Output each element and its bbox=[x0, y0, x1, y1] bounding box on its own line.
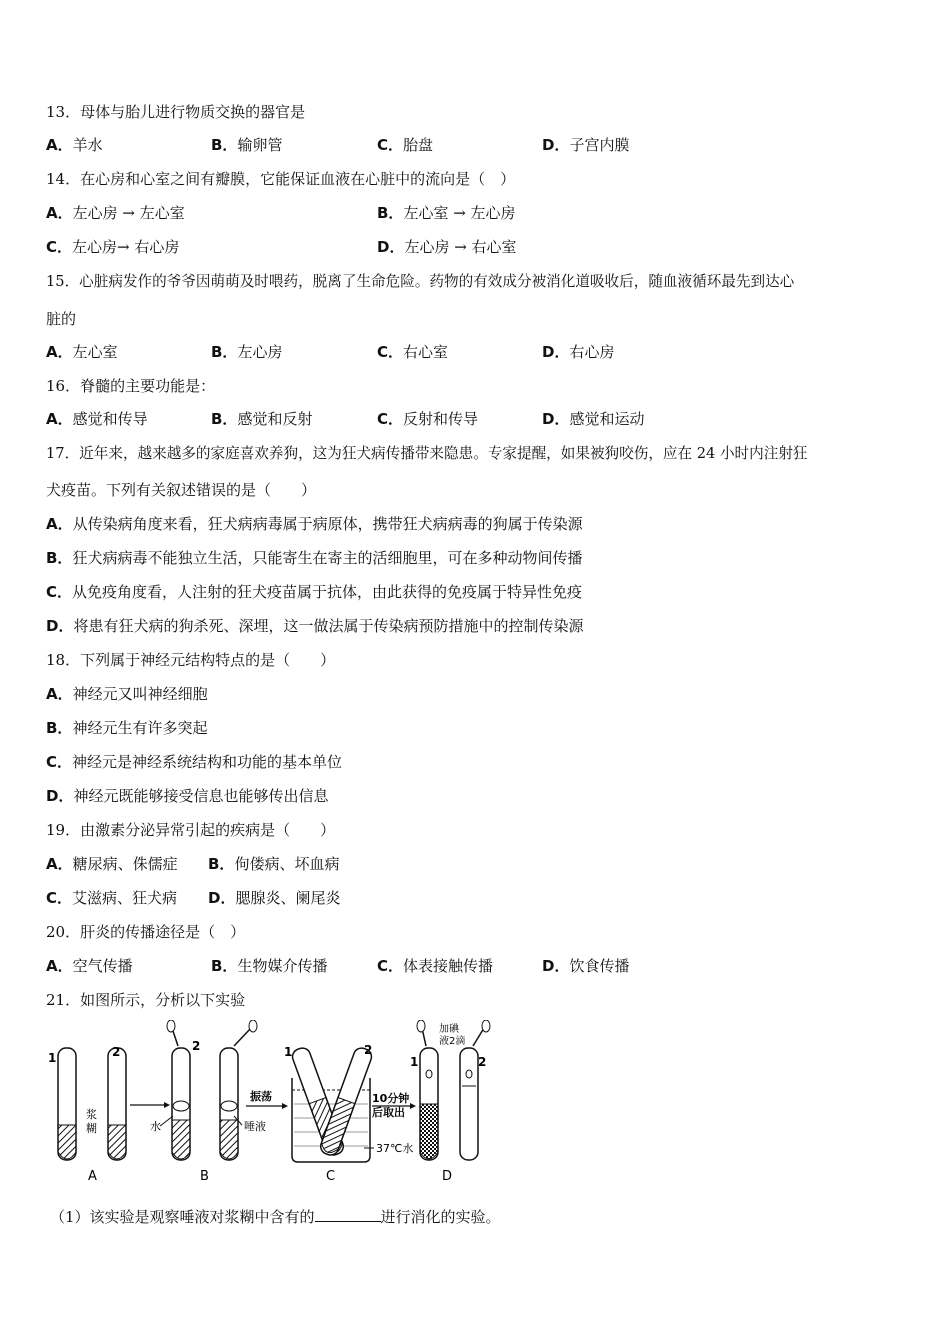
q20-option-d[interactable]: D．饮食传播 bbox=[542, 957, 630, 975]
time-label-2: 后取出 bbox=[372, 1106, 405, 1119]
q15-option-b[interactable]: B．左心房 bbox=[211, 343, 283, 361]
q15-stem-cont: 脏的 bbox=[46, 310, 77, 328]
q17-stem-cont: 犬疫苗。下列有关叙述错误的是（ ） bbox=[46, 481, 317, 499]
step-d-tubes bbox=[410, 1020, 490, 1184]
q15-option-c[interactable]: C．右心室 bbox=[377, 343, 449, 361]
step-b-tubes bbox=[150, 1020, 266, 1184]
q19-option-c[interactable]: C．艾滋病、狂犬病 bbox=[46, 889, 178, 907]
shake-label: 振荡 bbox=[250, 1090, 272, 1103]
subquestion-1: （1）该实验是观察唾液对浆糊中含有的 进行消化的实验。 bbox=[50, 1208, 501, 1226]
tube-1-label: 1 bbox=[48, 1051, 57, 1065]
time-label: 10分钟 bbox=[372, 1092, 410, 1105]
arrow-a-b-head bbox=[164, 1102, 170, 1108]
q14-option-b[interactable]: B．左心室 → 左心房 bbox=[377, 204, 516, 222]
q20-stem: 20．肝炎的传播途径是（ ） bbox=[46, 923, 246, 941]
q13-option-a[interactable]: A．羊水 bbox=[46, 136, 103, 154]
step-d-label: D bbox=[442, 1169, 453, 1184]
temp-label: 37℃水 bbox=[376, 1142, 414, 1155]
q14-option-c[interactable]: C．左心房→ 右心房 bbox=[46, 238, 180, 256]
q14-option-a[interactable]: A．左心房 → 左心室 bbox=[46, 204, 185, 222]
water-label: 水 bbox=[150, 1120, 161, 1133]
arrow-c-d-head bbox=[410, 1103, 416, 1109]
tube-2-label: 2 bbox=[112, 1045, 121, 1059]
q20-option-b[interactable]: B．生物媒介传播 bbox=[211, 957, 328, 975]
iodine-label-2: 液2滴 bbox=[439, 1036, 466, 1047]
q15-stem: 15．心脏病发作的爷爷因萌萌及时喂药，脱离了生命危险。药物的有效成分被消化道吸收后，随血液循环最先到达心 bbox=[46, 273, 795, 290]
experiment-figure bbox=[46, 1020, 506, 1185]
tube-2-label-d: 2 bbox=[478, 1055, 487, 1069]
answer-blank[interactable] bbox=[315, 1207, 381, 1222]
q16-option-d[interactable]: D．感觉和运动 bbox=[542, 410, 645, 428]
q18-option-b[interactable]: B．神经元生有许多突起 bbox=[46, 719, 208, 737]
tube-2-label-c: 2 bbox=[364, 1043, 373, 1057]
q19-stem: 19．由激素分泌异常引起的疾病是（ ） bbox=[46, 821, 336, 839]
q16-option-a[interactable]: A．感觉和传导 bbox=[46, 410, 148, 428]
q20-option-a[interactable]: A．空气传播 bbox=[46, 957, 133, 975]
step-c-label: C bbox=[326, 1169, 336, 1184]
q18-option-d[interactable]: D．神经元既能够接受信息也能够传出信息 bbox=[46, 787, 329, 805]
q13-stem: 13．母体与胎儿进行物质交换的器官是 bbox=[46, 103, 306, 121]
q13-option-c[interactable]: C．胎盘 bbox=[377, 136, 434, 154]
tube-1-label-c: 1 bbox=[284, 1045, 293, 1059]
arrow-b-c-head bbox=[282, 1103, 288, 1109]
q19-option-a[interactable]: A．糖尿病、侏儒症 bbox=[46, 855, 178, 873]
q15-option-d[interactable]: D．右心房 bbox=[542, 343, 615, 361]
q16-option-b[interactable]: B．感觉和反射 bbox=[211, 410, 313, 428]
step-a-tubes bbox=[48, 1045, 126, 1184]
q17-option-c[interactable]: C．从免疫角度看，人注射的狂犬疫苗属于抗体，由此获得的免疫属于特异性免疫 bbox=[46, 583, 583, 601]
q19-option-b[interactable]: B．佝偻病、坏血病 bbox=[208, 855, 340, 873]
q18-option-c[interactable]: C．神经元是神经系统结构和功能的基本单位 bbox=[46, 753, 343, 771]
q14-option-d[interactable]: D．左心房 → 右心室 bbox=[377, 238, 517, 256]
step-b-label: B bbox=[200, 1169, 209, 1184]
q15-option-a[interactable]: A．左心室 bbox=[46, 343, 118, 361]
q13-option-d[interactable]: D．子宫内膜 bbox=[542, 136, 630, 154]
saliva-label: 唾液 bbox=[244, 1120, 266, 1133]
tube-2-label-b: 2 bbox=[192, 1039, 201, 1053]
q17-stem: 17．近年来，越来越多的家庭喜欢养狗，这为狂犬病传播带来隐患。专家提醒，如果被狗咬伤，应在 24 小时内注射狂 bbox=[46, 445, 808, 462]
q16-option-c[interactable]: C．反射和传导 bbox=[377, 410, 479, 428]
starch-label-2: 糊 bbox=[86, 1122, 97, 1135]
starch-label: 浆 bbox=[86, 1108, 97, 1121]
q13-option-b[interactable]: B．输卵管 bbox=[211, 136, 283, 154]
q18-option-a[interactable]: A．神经元又叫神经细胞 bbox=[46, 685, 208, 703]
q17-option-b[interactable]: B．狂犬病病毒不能独立生活，只能寄生在寄主的活细胞里，可在多种动物间传播 bbox=[46, 549, 583, 567]
q17-option-d[interactable]: D．将患有狂犬病的狗杀死、深埋，这一做法属于传染病预防措施中的控制传染源 bbox=[46, 617, 584, 635]
q16-stem: 16．脊髓的主要功能是： bbox=[46, 377, 216, 395]
q19-option-d[interactable]: D．腮腺炎、阑尾炎 bbox=[208, 889, 341, 907]
q18-stem: 18．下列属于神经元结构特点的是（ ） bbox=[46, 651, 336, 669]
step-a-label: A bbox=[88, 1169, 97, 1184]
q17-option-a[interactable]: A．从传染病角度来看，狂犬病病毒属于病原体，携带狂犬病病毒的狗属于传染源 bbox=[46, 515, 583, 533]
q21-stem: 21．如图所示，分析以下实验 bbox=[46, 991, 246, 1009]
q14-stem: 14．在心房和心室之间有瓣膜，它能保证血液在心脏中的流向是（ ） bbox=[46, 170, 516, 188]
tube-1-label-d: 1 bbox=[410, 1055, 419, 1069]
q20-option-c[interactable]: C．体表接触传播 bbox=[377, 957, 494, 975]
iodine-label: 加碘 bbox=[439, 1024, 459, 1035]
